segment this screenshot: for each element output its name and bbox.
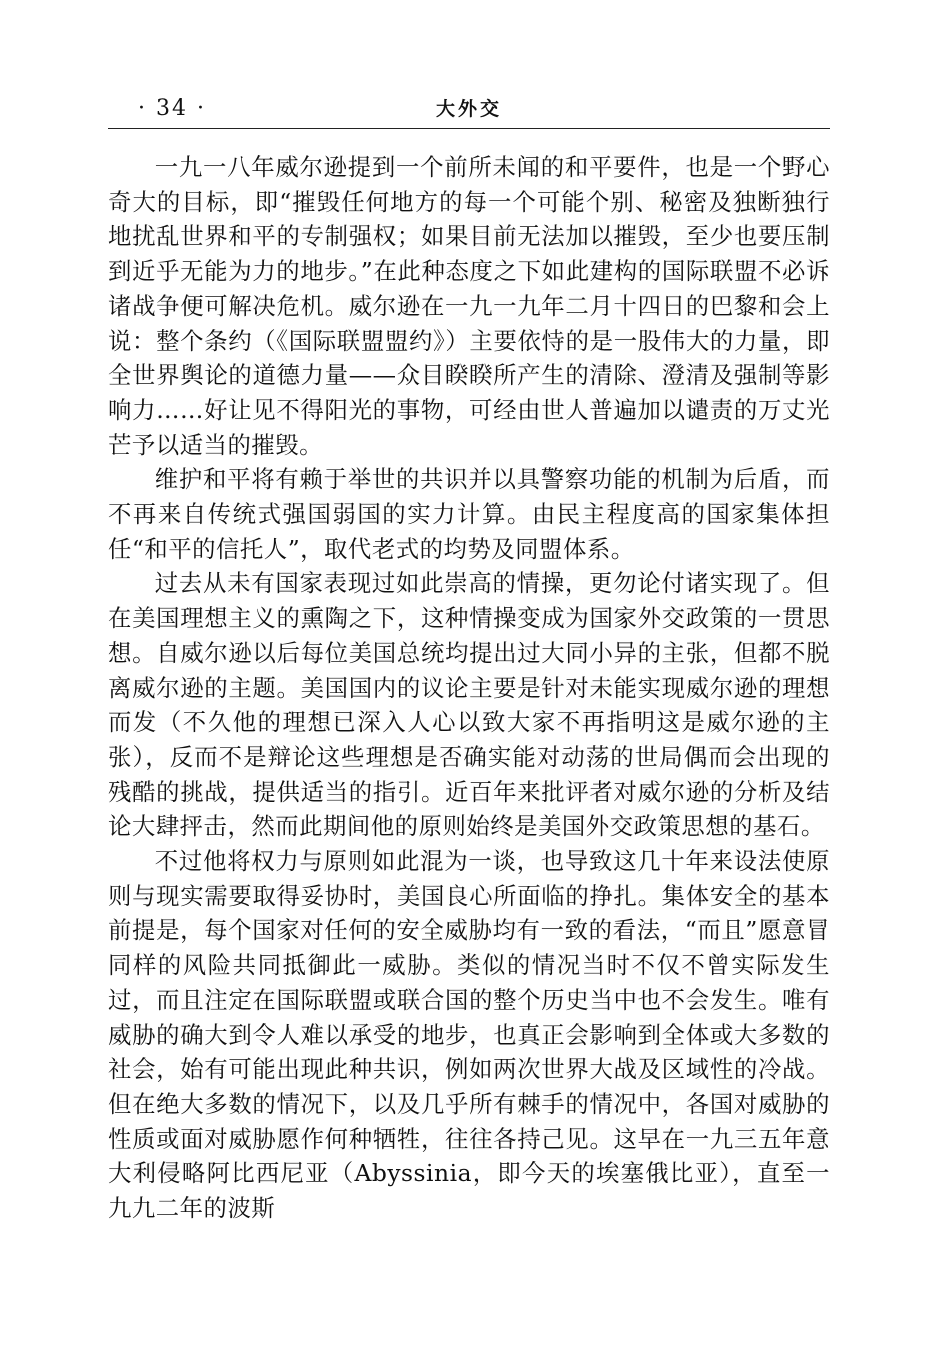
header-rule (108, 128, 830, 129)
page-number: · 34 · (138, 96, 206, 121)
paragraph-1: 一九一八年威尔逊提到一个前所未闻的和平要件，也是一个野心奇大的目标，即“摧毁任何地方的每一个可能个别、秘密及独断独行地扰乱世界和平的专制强权；如果目前无法加以摧毁，至少也要压制到近乎无能为力的地步。”在此种态度之下如此建构的国际联盟不必诉诸战争便可解决危机。威尔逊在一九一九年二月十四日的巴黎和会上说：整个条约（《国际联盟盟约》）主要依恃的是一股伟大的力量，即全世界舆论的道德力量——众目睽睽所产生的清除、澄清及强制等影响力……好让见不得阳光的事物，可经由世人普遍加以谴责的万丈光芒予以适当的摧毁。 (108, 153, 830, 459)
paragraph-2: 维护和平将有赖于举世的共识并以具警察功能的机制为后盾，而不再来自传统式强国弱国的实力计算。由民主程度高的国家集体担任“和平的信托人”，取代老式的均势及同盟体系。 (108, 465, 830, 563)
running-title: 大外交 (435, 98, 502, 120)
paragraph-3: 过去从未有国家表现过如此崇高的情操，更勿论付诸实现了。但在美国理想主义的熏陶之下，这种情操变成为国家外交政策的一贯思想。自威尔逊以后每位美国总统均提出过大同小异的主张，但都不脱离威尔逊的主题。美国国内的议论主要是针对未能实现威尔逊的理想而发（不久他的理想已深入人心以致大家不再指明这是威尔逊的主张），反而不是辩论这些理想是否确实能对动荡的世局偶而会出现的残酷的挑战，提供适当的指引。近百年来批评者对威尔逊的分析及结论大肆抨击，然而此期间他的原则始终是美国外交政策思想的基石。 (108, 569, 830, 841)
body-text (108, 150, 830, 1226)
page-header (108, 92, 830, 126)
paragraph-4: 不过他将权力与原则如此混为一谈，也导致这几十年来设法使原则与现实需要取得妥协时，美国良心所面临的挣扎。集体安全的基本前提是，每个国家对任何的安全威胁均有一致的看法，“而且”愿意冒同样的风险共同抵御此一威胁。类似的情况当时不仅不曾实际发生过，而且注定在国际联盟或联合国的整个历史当中也不会发生。唯有威胁的确大到令人难以承受的地步，也真正会影响到全体或大多数的社会，始有可能出现此种共识，例如两次世界大战及区域性的冷战。但在绝大多数的情况下，以及几乎所有棘手的情况中，各国对威胁的性质或面对威胁愿作何种牺牲，往往各持己见。这早在一九三五年意大利侵略阿比西尼亚（Abyssinia，即今天的埃塞俄比亚），直至一九九二年的波斯 (108, 847, 830, 1223)
